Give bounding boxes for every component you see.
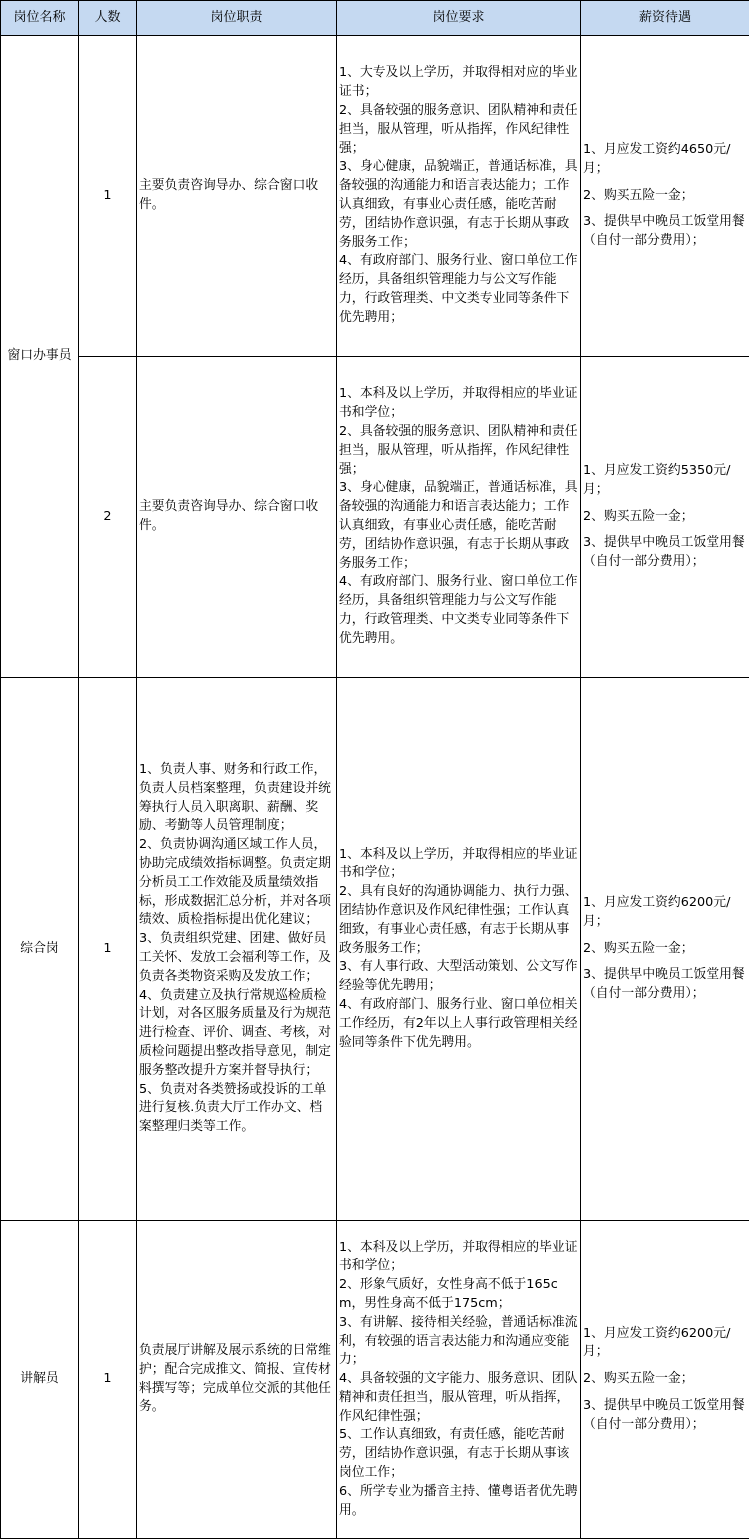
- count-cell: 1: [79, 36, 137, 357]
- salary-line: 2、购买五险一金；: [583, 940, 694, 956]
- salary-line: 2、购买五险一金；: [583, 187, 694, 203]
- salary-line: 3、提供早中晚员工饭堂用餐（自付一部分费用）；: [583, 214, 745, 249]
- duty-line: 5、负责对各类赞扬或投诉的工单进行复核.负责大厅工作办文、档案整理归类等工作。: [139, 1081, 327, 1135]
- header-count: 人数: [79, 1, 137, 36]
- salary-cell: [581, 357, 749, 678]
- salary-line: 3、提供早中晚员工饭堂用餐（自付一部分费用）；: [583, 535, 745, 570]
- header-duties: 岗位职责: [137, 1, 337, 36]
- requirement-line: 2、具有良好的沟通协调能力、执行力强、团结协作意识及作风纪律性强；工作认真细致，有事业心责任感，有志于长期从事政务服务工作；: [339, 884, 578, 956]
- requirements-cell: [337, 357, 581, 678]
- salary-line: 3、提供早中晚员工饭堂用餐（自付一部分费用）；: [583, 967, 745, 1002]
- requirement-line: 4、有政府部门、服务行业、窗口单位相关工作经历，有2年以上人事行政管理相关经验同等条件下优先聘用。: [339, 996, 578, 1050]
- duties-cell: [137, 357, 337, 678]
- requirements-cell: [337, 36, 581, 357]
- requirement-line: 6、所学专业为播音主持、懂粤语者优先聘用。: [339, 1483, 578, 1518]
- requirement-line: 1、本科及以上学历，并取得相应的毕业证书和学位；: [339, 1239, 578, 1274]
- requirement-line: 3、有讲解、接待相关经验，普通话标准流利，有较强的语言表达能力和沟通应变能力；: [339, 1314, 578, 1368]
- salary-line: 1、月应发工资约5350元/月；: [583, 463, 731, 497]
- duty-line: 主要负责咨询导办、综合窗口收件。: [139, 499, 319, 533]
- duties-cell: [137, 36, 337, 357]
- position-cell: 综合岗: [1, 678, 79, 1221]
- requirement-line: 5、工作认真细致，有责任感，能吃苦耐劳，团结协作意识强，有志于长期从事该岗位工作；: [339, 1427, 570, 1481]
- table-row: [1, 357, 749, 678]
- duties-cell: [137, 1221, 337, 1539]
- header-requirements: 岗位要求: [337, 1, 581, 36]
- header-row: [1, 1, 749, 36]
- requirement-line: 2、具备较强的服务意识、团队精神和责任担当，服从管理，听从指挥，作风纪律性强；: [339, 103, 578, 156]
- requirement-line: 4、有政府部门、服务行业、窗口单位工作经历，具备组织管理能力与公文写作能力，行政管理类、中文类专业同等条件下优先聘用；: [339, 253, 578, 325]
- salary-line: 1、月应发工资约4650元/月；: [583, 142, 731, 176]
- table-row: [1, 36, 749, 357]
- table-row: [1, 1221, 749, 1539]
- header-position: 岗位名称: [1, 1, 79, 36]
- duty-line: 1、负责人事、财务和行政工作，负责人员档案整理，负责建设并统筹执行人员入职离职、薪酬、奖励、考勤等人员管理制度；: [139, 762, 331, 834]
- requirement-line: 2、形象气质好，女性身高不低于165cm，男性身高不低于175cm；: [339, 1277, 558, 1311]
- count-cell: 1: [79, 1221, 137, 1539]
- duty-line: 3、负责组织党建、团建、做好员工关怀、发放工会福利等工作，及负责各类物资采购及发放工作；: [139, 931, 331, 984]
- salary-line: 1、月应发工资约6200元/月；: [583, 1325, 731, 1360]
- position-cell: 讲解员: [1, 1221, 79, 1539]
- requirement-line: 1、本科及以上学历，并取得相应的毕业证书和学位；: [339, 846, 578, 881]
- duty-line: 4、负责建立及执行常规巡检质检计划，对各区服务质量及行为规范进行检查、评价、调查、考核，对质检问题提出整改指导意见，制定服务整改提升方案并督导执行；: [139, 987, 331, 1078]
- requirement-line: 4、有政府部门、服务行业、窗口单位工作经历，具备组织管理能力与公文写作能力，行政管理类、中文类专业同等条件下优先聘用。: [339, 574, 578, 646]
- requirement-line: 3、身心健康，品貌端正，普通话标准，具备较强的沟通能力和语言表达能力；工作认真细致，有事业心责任感，能吃苦耐劳，团结协作意识强，有志于长期从事政务服务工作；: [339, 480, 578, 571]
- table-row: [1, 678, 749, 1221]
- requirement-line: 2、具备较强的服务意识、团队精神和责任担当，服从管理，听从指挥，作风纪律性强；: [339, 424, 578, 477]
- position-cell: 窗口办事员: [1, 36, 79, 678]
- requirements-cell: [337, 678, 581, 1221]
- requirement-line: 1、大专及以上学历，并取得相对应的毕业证书；: [339, 65, 578, 100]
- requirement-line: 1、本科及以上学历，并取得相应的毕业证书和学位；: [339, 386, 578, 421]
- salary-line: 2、购买五险一金；: [583, 1371, 694, 1387]
- salary-line: 3、提供早中晚员工饭堂用餐（自付一部分费用）；: [583, 1397, 745, 1432]
- duties-cell: [137, 678, 337, 1221]
- requirement-line: 4、具备较强的文字能力、服务意识、团队精神和责任担当，服从管理，听从指挥，作风纪律性强；: [339, 1371, 578, 1424]
- salary-cell: [581, 36, 749, 357]
- salary-line: 2、购买五险一金；: [583, 508, 694, 524]
- duty-line: 主要负责咨询导办、综合窗口收件。: [139, 178, 319, 212]
- salary-cell: [581, 678, 749, 1221]
- requirement-line: 3、身心健康，品貌端正，普通话标准，具备较强的沟通能力和语言表达能力；工作认真细致，有事业心责任感，能吃苦耐劳，团结协作意识强，有志于长期从事政务服务工作；: [339, 159, 578, 250]
- header-salary: 薪资待遇: [581, 1, 749, 36]
- salary-cell: [581, 1221, 749, 1539]
- requirement-line: 3、有人事行政、大型活动策划、公文写作经验等优先聘用；: [339, 959, 578, 994]
- requirements-cell: [337, 1221, 581, 1539]
- count-cell: 2: [79, 357, 137, 678]
- count-cell: 1: [79, 678, 137, 1221]
- duty-line: 2、负责协调沟通区域工作人员，协助完成绩效指标调整。负责定期分析员工工作效能及质量绩效指标，形成数据汇总分析，并对各项绩效、质检指标提出优化建议；: [139, 837, 331, 928]
- salary-line: 1、月应发工资约6200元/月；: [583, 895, 731, 929]
- duty-line: 负责展厅讲解及展示系统的日常维护；配合完成推文、简报、宣传材料撰写等；完成单位交派的其他任务。: [139, 1342, 331, 1415]
